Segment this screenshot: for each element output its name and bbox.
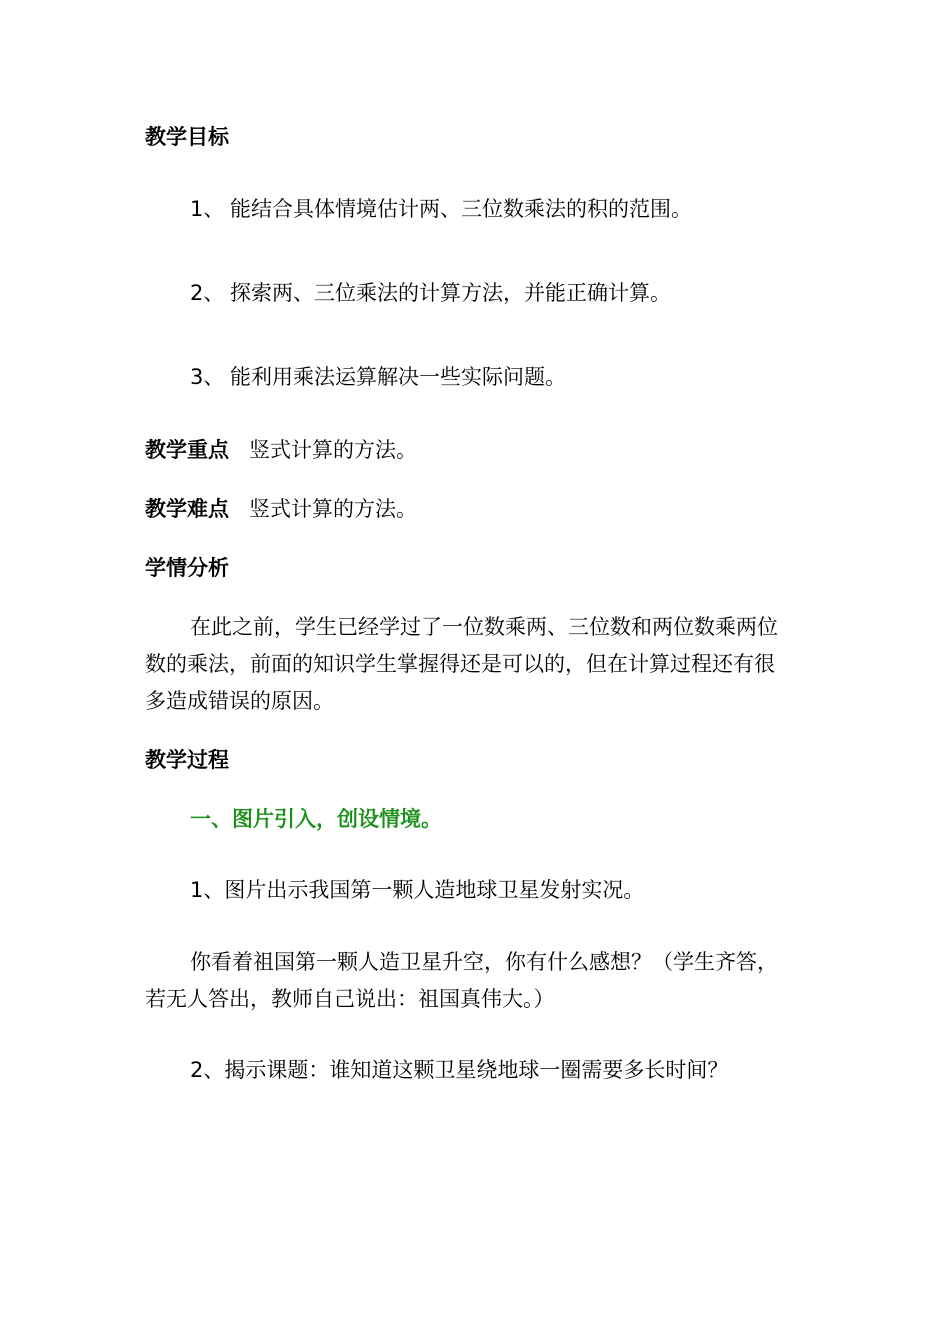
objective-text: 能结合具体情境估计两、三位数乘法的积的范围。	[230, 197, 692, 221]
difficulty-row	[145, 491, 815, 527]
key-point-text: 竖式计算的方法。	[249, 438, 417, 462]
objective-number: 1、	[190, 197, 225, 221]
heading-analysis: 学情分析	[145, 556, 229, 580]
step-1: 1、图片出示我国第一颗人造地球卫星发射实况。	[190, 878, 645, 902]
difficulty-label: 教学难点	[145, 497, 229, 521]
difficulty-text: 竖式计算的方法。	[249, 497, 417, 521]
objective-item-2	[145, 275, 860, 311]
section-heading-one: 一、图片引入，创设情境。	[190, 807, 442, 831]
heading-process: 教学过程	[145, 748, 229, 772]
objective-number: 3、	[190, 365, 225, 389]
analysis-line-1: 在此之前，学生已经学过了一位数乘两、三位数和两位数乘两位	[190, 615, 778, 639]
key-point-label: 教学重点	[145, 438, 229, 462]
objective-text: 能利用乘法运算解决一些实际问题。	[230, 365, 566, 389]
heading-objectives: 教学目标	[145, 125, 229, 149]
question-line-1: 你看着祖国第一颗人造卫星升空，你有什么感想？（学生齐答，	[190, 950, 778, 974]
analysis-line-2: 数的乘法，前面的知识学生掌握得还是可以的，但在计算过程还有很	[145, 652, 775, 676]
objective-item-3	[145, 359, 860, 395]
objective-number: 2、	[190, 281, 225, 305]
analysis-line-3: 多造成错误的原因。	[145, 689, 334, 713]
objective-text: 探索两、三位乘法的计算方法，并能正确计算。	[230, 281, 671, 305]
objective-item-1	[145, 191, 860, 227]
key-point-row	[145, 432, 815, 468]
question-line-2: 若无人答出，教师自己说出：祖国真伟大。）	[145, 987, 555, 1011]
step-2: 2、揭示课题：谁知道这颗卫星绕地球一圈需要多长时间？	[190, 1058, 729, 1082]
